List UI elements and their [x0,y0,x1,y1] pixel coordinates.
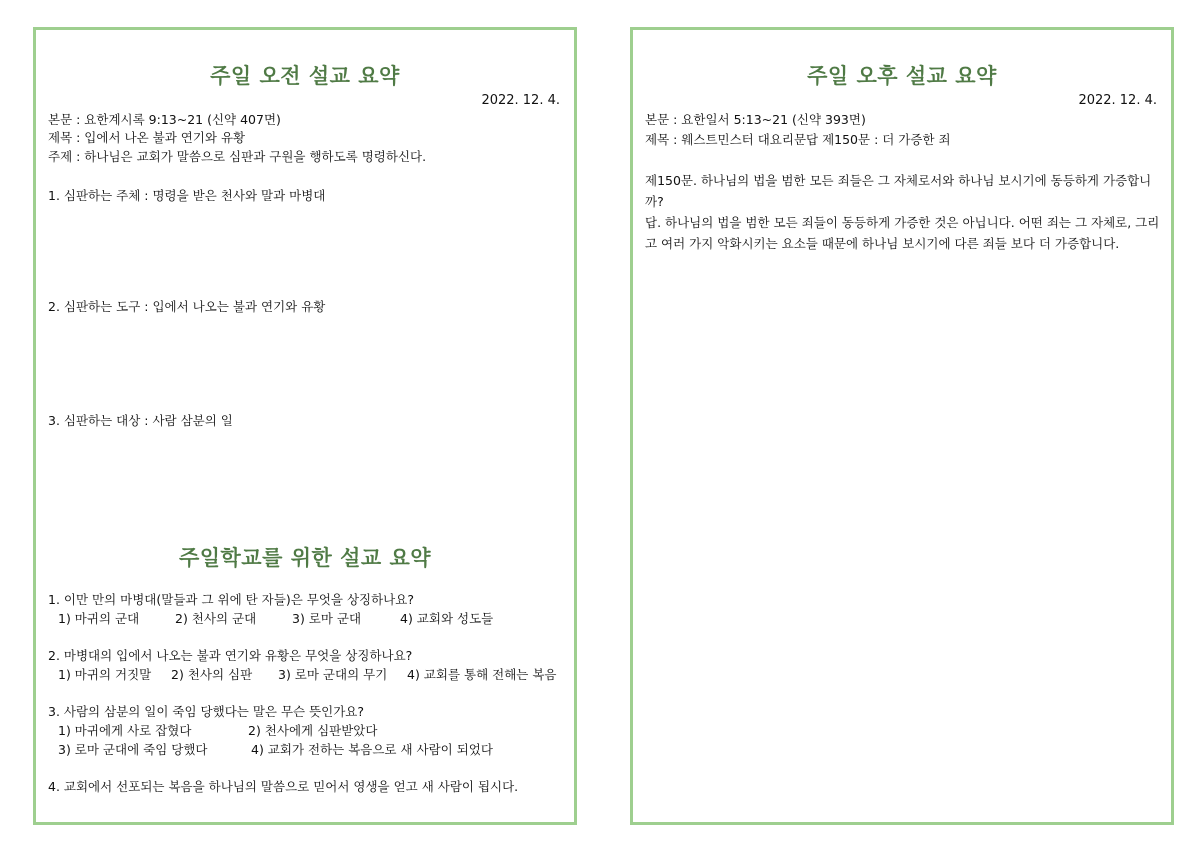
morning-point-2: 2. 심판하는 도구 : 입에서 나오는 불과 연기와 유황 [48,299,326,314]
q1-option-1: 1) 마귀의 군대 [58,611,140,626]
sunday-school-question-1: 1. 이만 만의 마병대(말들과 그 위에 탄 자들)은 무엇을 상징하나요? [48,592,414,607]
q3-option-4: 4) 교회가 전하는 복음으로 새 사람이 되었다 [251,742,493,757]
morning-sermon-subject: 제목 : 입에서 나온 불과 연기와 유황 [48,130,246,145]
morning-scripture-reference: 본문 : 요한계시록 9:13~21 (신약 407면) [48,112,281,127]
morning-sermon-date: 2022. 12. 4. [481,93,560,108]
morning-sermon-theme: 주제 : 하나님은 교회가 말씀으로 심판과 구원을 행하도록 명령하신다. [48,149,427,164]
q2-option-3: 3) 로마 군대의 무기 [278,667,388,682]
afternoon-scripture-reference: 본문 : 요한일서 5:13~21 (신약 393면) [645,112,866,127]
q1-option-4: 4) 교회와 성도들 [400,611,494,626]
morning-point-3: 3. 심판하는 대상 : 사람 삼분의 일 [48,413,233,428]
q1-option-2: 2) 천사의 군대 [175,611,257,626]
q2-option-4: 4) 교회를 통해 전해는 복음 [407,667,557,682]
catechism-answer: 답. 하나님의 법을 범한 모든 죄들이 동등하게 가증한 것은 아닙니다. 어떤 죄는 그 자체로, 그리고 여러 가지 악화시키는 요소들 때문에 하나님 보시기에 다른 죄들 보다 더 가증합니다. [645,215,1160,251]
q3-option-1: 1) 마귀에게 사로 잡혔다 [58,723,192,738]
afternoon-sermon-date: 2022. 12. 4. [1078,93,1157,108]
q2-option-1: 1) 마귀의 거짓말 [58,667,152,682]
q1-option-3: 3) 로마 군대 [292,611,362,626]
morning-sermon-panel [33,27,577,825]
morning-sermon-title: 주일 오전 설교 요약 [210,64,400,88]
morning-point-1: 1. 심판하는 주체 : 명령을 받은 천사와 말과 마병대 [48,188,326,203]
q3-option-3: 3) 로마 군대에 죽임 당했다 [58,742,208,757]
afternoon-sermon-subject: 제목 : 웨스트민스터 대요리문답 제150문 : 더 가증한 죄 [645,132,951,147]
sunday-school-question-4: 4. 교회에서 선포되는 복음을 하나님의 말씀으로 믿어서 영생을 얻고 새 사람이 됩시다. [48,779,519,794]
afternoon-sermon-panel [630,27,1174,825]
sunday-school-question-2: 2. 마병대의 입에서 나오는 불과 연기와 유황은 무엇을 상징하나요? [48,648,413,663]
sunday-school-question-3: 3. 사람의 삼분의 일이 죽임 당했다는 말은 무슨 뜻인가요? [48,704,364,719]
sunday-school-title: 주일학교를 위한 설교 요약 [178,546,432,570]
q2-option-2: 2) 천사의 심판 [171,667,253,682]
catechism-question: 제150문. 하나님의 법을 범한 모든 죄들은 그 자체로서와 하나님 보시기에 동등하게 가증합니까? [645,173,1152,209]
afternoon-sermon-title: 주일 오후 설교 요약 [807,64,997,88]
q3-option-2: 2) 천사에게 심판받았다 [248,723,378,738]
